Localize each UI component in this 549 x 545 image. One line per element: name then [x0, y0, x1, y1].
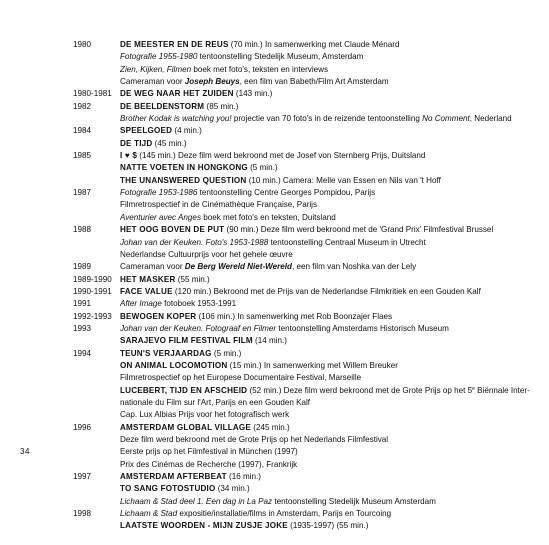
entry-year — [0, 76, 120, 88]
work-title: LAATSTE WOORDEN - MIJN ZUSJE JOKE — [120, 521, 288, 531]
chronology-entry — [0, 372, 549, 384]
entry-description — [120, 175, 549, 187]
chronology-entry — [0, 496, 549, 508]
work-title: NATTE VOETEN IN HONGKONG — [120, 163, 248, 173]
entry-year: 1984 — [73, 126, 92, 136]
body-text: tentoonstelling Amsterdams Historisch Museum — [276, 323, 449, 333]
body-text: (34 min.) — [215, 484, 250, 494]
entry-description — [120, 298, 549, 310]
entry-year: 1998 — [73, 509, 92, 519]
entry-description — [120, 249, 549, 261]
chronology-entry — [0, 508, 549, 520]
italic-text: Aventurier avec Anges — [120, 212, 201, 222]
entry-year: 1993 — [73, 323, 92, 333]
body-text: tentoonstelling Centraal Museum in Utrecht — [268, 237, 426, 247]
entry-description — [120, 323, 549, 335]
chronology-entry — [0, 286, 549, 298]
body-text: (4 min.) — [172, 126, 202, 136]
entry-description — [120, 224, 549, 236]
entry-description — [120, 76, 549, 88]
chronology-entry — [0, 446, 549, 458]
entry-year — [0, 64, 120, 76]
bold-italic-text: Joseph Beuys — [184, 77, 240, 87]
chronology-entry — [0, 298, 549, 310]
chronology-entry — [0, 175, 549, 187]
chronology-entry — [0, 237, 549, 249]
body-text: Prix des Cinémas de Recherche (1997), Frankrijk — [120, 459, 298, 469]
entry-year — [0, 409, 120, 421]
entry-year — [0, 360, 120, 372]
work-title: FACE VALUE — [120, 286, 173, 296]
body-text: (15 min.) In samenwerking met Willem Breuker — [227, 360, 398, 370]
entry-description — [120, 409, 549, 421]
chronology-entry — [0, 39, 549, 51]
entry-description — [120, 385, 549, 397]
chronology-entry — [0, 323, 549, 335]
chronology-entry — [0, 162, 549, 174]
entry-description — [120, 335, 549, 347]
chronology-entry — [0, 385, 549, 397]
chronology-entry — [0, 422, 549, 434]
body-text: (245 min.) — [251, 422, 290, 432]
entry-year — [0, 237, 120, 249]
chronology-entry — [0, 311, 549, 323]
entry-description — [120, 508, 549, 520]
entry-year: 1988 — [73, 225, 92, 235]
entry-description — [120, 459, 549, 471]
chronology-entry — [0, 261, 549, 273]
entry-year: 1991 — [73, 299, 92, 309]
work-title: ON ANIMAL LOCOMOTION — [120, 360, 228, 370]
italic-text: No Comment — [422, 114, 470, 124]
chronology-entry — [0, 64, 549, 76]
chronology-entry — [0, 76, 549, 88]
work-title: TEUN'S VERJAARDAG — [120, 348, 212, 358]
entry-year: 1985 — [73, 151, 92, 161]
entry-year — [0, 446, 120, 458]
body-text: fotoboek 1953-1991 — [161, 299, 237, 309]
entry-year — [0, 199, 120, 211]
entry-year — [0, 372, 120, 384]
body-text: Eerste prijs op het Filmfestival in München (1997) — [120, 447, 298, 457]
body-text: Filmretrospectief in de Cinémathèque Française, Parijs — [120, 200, 318, 210]
superscript-text: e — [472, 385, 475, 392]
body-text: projectie van 70 foto's in de reizende tentoonstelling — [231, 114, 423, 124]
body-text: (143 min.) — [233, 89, 273, 99]
entry-description — [120, 348, 549, 360]
entry-description — [120, 311, 549, 323]
body-text: , een film van Noshka van der Lely — [291, 262, 417, 272]
entry-description — [120, 446, 549, 458]
entry-year — [0, 520, 120, 532]
entry-description — [120, 422, 549, 434]
bold-italic-text: De Berg Wereld Niet-Wereld — [184, 262, 292, 272]
entry-year: 1982 — [73, 101, 92, 111]
work-title: TO SANG FOTOSTUDIO — [120, 484, 216, 494]
body-text: (55 min.) — [175, 274, 210, 284]
body-text: tentoonstelling Stedelijk Museum, Amsterdam — [197, 52, 364, 62]
entry-year — [0, 138, 120, 150]
entry-description — [120, 434, 549, 446]
italic-text: Lichaam & Stad deel 1. Een dag in La Paz — [120, 496, 273, 506]
entry-description — [120, 101, 549, 113]
entry-description — [120, 286, 549, 298]
body-text: , een film van Babeth/Film Art Amsterdam — [239, 77, 389, 87]
entry-description — [120, 88, 549, 100]
italic-text: Lichaam & Stad — [120, 509, 178, 519]
work-title: SPEELGOED — [120, 126, 173, 136]
entry-description — [120, 51, 549, 63]
entry-year: 1987 — [73, 188, 92, 198]
entry-description — [120, 261, 549, 273]
chronology-entry — [0, 249, 549, 261]
chronology-entry — [0, 125, 549, 137]
body-text: Filmretrospectief op het Europese Documentaire Festival, Marseille — [120, 373, 362, 383]
chronology-entry — [0, 409, 549, 421]
entry-year — [0, 385, 120, 397]
chronology-entry — [0, 224, 549, 236]
entry-year: 1980-1981 — [73, 89, 112, 99]
chronology-entry — [0, 360, 549, 372]
work-title: AMSTERDAM GLOBAL VILLAGE — [120, 422, 251, 432]
body-text: Cap. Lux Albias Prijs voor het fotografisch werk — [120, 410, 290, 420]
work-title: SARAJEVO FILM FESTIVAL FILM — [120, 336, 253, 346]
chronology-entry — [0, 348, 549, 360]
chronology-entry — [0, 274, 549, 286]
entry-year — [0, 335, 120, 347]
italic-text: Johan van der Keuken. Fotograaf en Filmer — [120, 323, 277, 333]
work-title: I ♥ $ — [120, 151, 138, 161]
work-title: THE UNANSWERED QUESTION — [120, 175, 247, 185]
entry-year — [0, 51, 120, 63]
body-text: tentoonstelling Centre Georges Pompidou, Parijs — [197, 188, 376, 198]
entry-description — [120, 212, 549, 224]
entry-description — [120, 360, 549, 372]
entry-description — [120, 187, 549, 199]
work-title: LUCEBERT, TIJD EN AFSCHEID — [120, 385, 248, 395]
work-title: HET OOG BOVEN DE PUT — [120, 225, 225, 235]
entry-year — [0, 434, 120, 446]
body-text: (14 min.) — [252, 336, 287, 346]
entry-year — [0, 162, 120, 174]
chronology-entry — [0, 471, 549, 483]
entry-description — [120, 471, 549, 483]
entry-description — [120, 520, 549, 532]
entry-year: 1989-1990 — [73, 274, 112, 284]
chronology-list — [0, 39, 549, 533]
chronology-entry — [0, 483, 549, 495]
entry-description — [120, 39, 549, 51]
entry-description — [120, 483, 549, 495]
entry-description — [120, 199, 549, 211]
chronology-entry — [0, 138, 549, 150]
body-text: (10 min.) Camera: Melle van Essen en Nils van 't Hoff — [246, 175, 441, 185]
entry-year — [0, 113, 120, 125]
entry-year — [0, 175, 120, 187]
entry-description — [120, 372, 549, 384]
entry-description — [120, 64, 549, 76]
body-text: (85 min.) — [204, 101, 239, 111]
entry-year — [0, 459, 120, 471]
chronology-entry — [0, 51, 549, 63]
body-text: (70 min.) In samenwerking met Claude Ménard — [228, 40, 400, 49]
entry-year: 1980 — [73, 40, 92, 49]
body-text: Deze film werd bekroond met de Grote Prijs op het Nederlands Filmfestival — [120, 435, 389, 444]
page-number: 34 — [20, 447, 30, 456]
chronology-entry — [0, 187, 549, 199]
entry-year — [0, 397, 120, 409]
work-title: DE TIJD — [120, 138, 153, 148]
body-text: (16 min.) — [226, 472, 261, 482]
entry-description — [120, 113, 549, 125]
italic-text: After Image — [120, 299, 162, 309]
chronology-entry — [0, 113, 549, 125]
work-title: DE BEELDENSTORM — [120, 101, 205, 111]
work-title: HET MASKER — [120, 274, 176, 284]
body-text: Cameraman voor — [120, 262, 185, 272]
body-text: (1935-1997) (55 min.) — [287, 521, 369, 531]
entry-year — [0, 496, 120, 508]
entry-description — [120, 274, 549, 286]
entry-year: 1996 — [73, 422, 92, 432]
chronology-entry — [0, 212, 549, 224]
entry-description — [120, 496, 549, 508]
entry-description — [120, 125, 549, 137]
chronology-entry — [0, 150, 549, 162]
body-text: (5 min.) — [211, 348, 242, 358]
entry-description — [120, 397, 549, 409]
entry-year: 1989 — [73, 262, 92, 272]
body-text: (5 min.) — [247, 163, 278, 173]
italic-text: Brother Kodak is watching you! — [120, 114, 232, 124]
body-text: (106 min.) In samenwerking met Rob Boonzajer Flaes — [196, 311, 393, 321]
body-text: Biënnale Inter- — [474, 385, 530, 395]
italic-text: Johan van der Keuken. Foto's 1953-1988 — [120, 237, 269, 247]
work-title: DE WEG NAAR HET ZUIDEN — [120, 89, 234, 99]
italic-text: Zien, Kijken, Filmen — [120, 64, 192, 74]
entry-year: 1994 — [73, 348, 92, 358]
entry-description — [120, 150, 549, 162]
chronology-entry — [0, 199, 549, 211]
entry-description — [120, 162, 549, 174]
chronology-entry — [0, 397, 549, 409]
body-text: (90 min.) Deze film werd bekroond met de 'Grand Prix' Filmfestival Brussel — [224, 225, 494, 235]
body-text: Cameraman voor — [120, 77, 185, 87]
entry-year — [0, 483, 120, 495]
entry-year: 1992-1993 — [73, 311, 112, 321]
body-text: boek met foto's en teksten, Duitsland — [201, 212, 336, 222]
body-text: nationale du Film sur l'Art, Parijs en een Gouden Kalf — [120, 397, 311, 407]
entry-year: 1997 — [73, 472, 92, 482]
entry-year — [0, 212, 120, 224]
entry-description — [120, 237, 549, 249]
work-title: DE MEESTER EN DE REUS — [120, 40, 229, 49]
chronology-entry — [0, 520, 549, 532]
chronology-entry — [0, 101, 549, 113]
chronology-entry — [0, 459, 549, 471]
chronology-entry — [0, 335, 549, 347]
body-text: boek met foto's, teksten en interviews — [191, 64, 329, 74]
body-text: tentoonstelling Stedelijk Museum Amsterdam — [272, 496, 436, 506]
body-text: (120 min.) Bekroond met de Prijs van de Nederlandse Filmkritiek en een Gouden Kalf — [172, 286, 481, 296]
work-title: BEWOGEN KOPER — [120, 311, 197, 321]
chronology-entry — [0, 434, 549, 446]
body-text: (52 min.) Deze film werd bekroond met de Grote Prijs op het 5 — [247, 385, 473, 395]
italic-text: Fotografie 1953-1986 — [120, 188, 198, 198]
body-text: , Nederland — [469, 114, 512, 124]
chronology-entry — [0, 88, 549, 100]
work-title: AMSTERDAM AFTERBEAT — [120, 472, 227, 482]
entry-year: 1990-1991 — [73, 286, 112, 296]
body-text: (45 min.) — [152, 138, 187, 148]
entry-description — [120, 138, 549, 150]
italic-text: Fotografie 1955-1980 — [120, 52, 198, 62]
body-text: expositie/installatie/films in Amsterdam, Parijs en Tourcoing — [177, 509, 392, 519]
body-text: (145 min.) Deze film werd bekroond met de Josef von Sternberg Prijs, Duitsland — [137, 151, 426, 161]
body-text: Nederlandse Cultuurprijs voor het gehele œuvre — [120, 249, 293, 259]
entry-year — [0, 249, 120, 261]
